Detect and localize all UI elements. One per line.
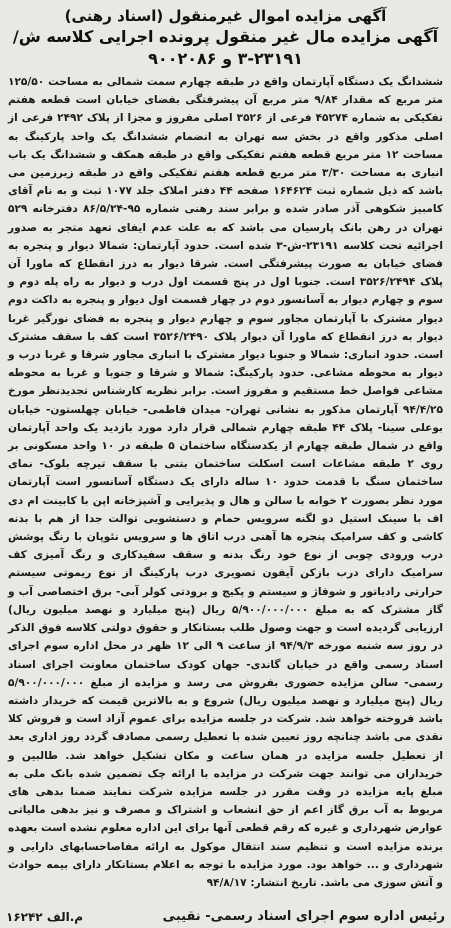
signature: رئیس اداره سوم اجرای اسناد رسمی- نقیبی <box>162 909 445 924</box>
notice-footer <box>6 909 445 924</box>
notice-subtitle: آگهی مزایده مال غیر منقول پرونده اجرایی کلاسه ش/ <box>12 27 439 46</box>
reference-code: ۱۶۲۴۲ م.الف <box>6 909 84 924</box>
notice-body: ششدانگ یک دستگاه آپارتمان واقع در طبقه چهارم سمت شمالی به مساحت ۱۲۵/۵۰ متر مربع که مقدار ۹/۸۴ متر مربع آن پیشرفتگی بفضای خیابان است قطعه هفتم تفکیکی به شماره ۴۵۲۷۴ فرعی از ۳۵۲۶ اصلی مفروز و مجزا از پلاک ۲۴۹۲ فرعی از اصلی مذکور واقع در بخش سه تهران به انضمام ششدانگ یک واحد پارکینگ به مساحت ۱۲ متر مربع قطعه هفتم تفکیکی واقع در طبقه همکف و ششدانگ یک باب انباری به مساحت ۳/۳۰ متر مربع قطعه هفتم تفکیکی واقع در طبقه زیرزمین می باشد که ذیل شماره ثبت ۱۶۴۶۲۴ صفحه ۴۴ دفتر املاک جلد ۱۰۷۷ ثبت و به نام آقای کامبیز شکوهی آذر صادر شده و برابر سند رهنی شماره ۹۵-۸۶/۵/۲۴ دفترخانه ۵۲۹ تهران در رهن بانک پارسیان می باشد که به علت عدم ایفای تعهد متجر به صدور اجرائیه تحت کلاسه ۲۳۱۹۱-ش-۳ شده است. حدود آپارتمان: شمالا دیوار و پنجره به فضای خیابان به صورت پیشرفتگی است. شرقا دیوار به درز انقطاع که ماورا آن پلاک ۳۵۲۶/۲۴۹۴ است. جنوبا اول در پنج قسمت اول درب و دیوار به راه پله دوم و سوم و چهارم دیوار به آسانسور دوم در چهار قسمت اول دیوار و پنجره به داکت دوم دیوار مشترک با آپارتمان مجاور سوم و چهارم دیوار و پنجره به فضای نورگیر غربا دیوار به درز انقطاع که ماورا آن دیوار پلاک ۳۵۲۶/۲۴۹۰ است کف با سقف مشترک است. حدود انباری: شمالا و جنوبا دیوار مشترک با انباری مجاور شرقا و غربا درب و دیوار به محوطه مشاعی. حدود پارکینگ: شمالا و شرقا و جنوبا و غربا به محوطه مشاعی فواصل خط مستقیم و مفروز است. برابر نظریه کارشناس تجدیدنظر مورخ ۹۴/۴/۲۵ آپارتمان مذکور به نشانی تهران- میدان فاطمی- خیابان چهلستون- خیابان بوعلی سینا- پلاک ۴۴ طبقه چهارم شمالی قرار دارد مورد بازدید یک واحد آپارتمان واقع در شمال طبقه چهارم از یکدستگاه ساختمان ۵ طبقه در ۱۰ واحد مسکونی بر روی ۲ طبقه مشاعات است اسکلت ساختمان بتنی با سقف تیرچه بلوک- نمای ساختمان سنگ با قدمت حدود ۱۰ ساله دارای یک دستگاه آسانسور است آپارتمان مورد نظر بصورت ۲ خوابه با سالن و هال و پذیرایی و آشپزخانه اپن با کابینت ام دی اف با سینک استیل دو لگنه سرویس حمام و دستشویی توالت جدا از هم با بدنه کاشی و کف سرامیک پنجره ها آهنی درب اتاق ها و سرویس نئوپان با رنگ پوشش درب ورودی چوبی از نوع خود رنگ بدنه و سقف سفیدکاری و رنگ آمیزی کف سرامیک دارای درب بازکن آیفون تصویری درب پارکینگ از نوع ریموتی سیستم حرارتی رادیاتور و شوفاژ و سیستم و پکیج و برودتی کولر آبی- برق اختصاصی آب و گاز مشترک که به مبلغ ۵/۹۰۰/۰۰۰/۰۰۰ ریال (پنج میلیارد و نهصد میلیون ریال) ارزیابی گردیده است و جهت وصول طلب بستانکار و حقوق دولتی کلاسه فوق الذکر در روز سه شنبه مورخه ۹۴/۹/۳ از ساعت ۹ الی ۱۲ ظهر در محل اداره سوم اجرای اسناد رسمی واقع در خیابان گاندی- جهان کودک ساختمان معاونت اجرای اسناد رسمی- سالن مزایده حضوری بفروش می رسد و مزایده از مبلغ ۵/۹۰۰/۰۰۰/۰۰۰ ریال (پنج میلیارد و نهصد میلیون ریال) شروع و به بالاترین قیمت که خریدار داشته باشد فروخته خواهد شد. شرکت در جلسه مزایده برای عموم آزاد است و فروش کلا نقدی می باشد چنانچه روز تعیین شده با تعطیل رسمی مصادف گردد روز اداری بعد از تعطیل جلسه مزایده در همان ساعت و مکان تشکیل خواهد شد. طالبین و خریداران می توانند جهت شرکت در مزایده با ارائه چک تضمین شده بانک ملی به مبلغ پایه مزایده در وقت مقرر در جلسه مزایده شرکت نمایند ضمنا بدهی های مربوط به آب برق گاز اعم از حق انشعاب و اشتراک و مصرف و نیز بدهی مالیاتی عوارض شهرداری و غیره که رقم قطعی آنها برای این اداره معلوم نشده است بعهده برنده مزایده است و تنظیم سند انتقال موکول به ارائه مفاصاحسابهای دارایی و شهرداری و ... خواهد بود. مورد مزایده با توجه به اعلام بستانکار دارای بیمه حوادث و آتش سوزی می باشد. تاریخ انتشار: ۹۴/۸/۱۷ <box>8 76 444 889</box>
case-number: ۳-۲۳۱۹۱ و ۹۰۰۲۰۸۶ <box>148 49 303 68</box>
notice-title: آگهی مزایده اموال غیرمنقول (اسناد رهنی) <box>64 7 387 25</box>
